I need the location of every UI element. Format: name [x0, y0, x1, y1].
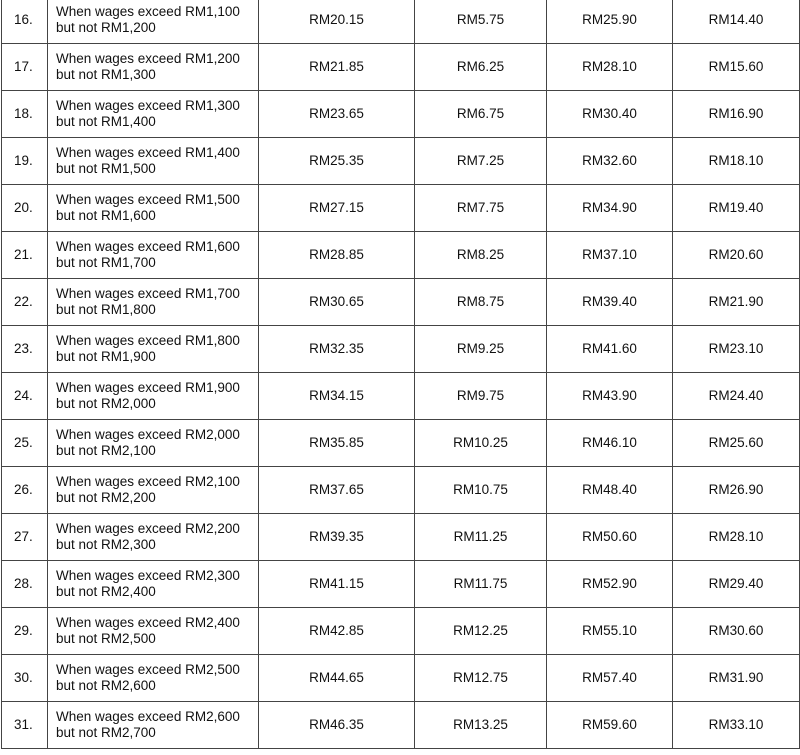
table-row	[2, 514, 800, 561]
row-number: 26.	[2, 467, 48, 514]
contribution-amount-col1: RM42.85	[259, 608, 415, 655]
table-row	[2, 702, 800, 749]
wage-range	[48, 702, 259, 749]
wage-range-upper: but not RM1,600	[56, 208, 156, 223]
row-number: 16.	[2, 0, 48, 44]
contribution-amount-col1: RM39.35	[259, 514, 415, 561]
row-number: 22.	[2, 279, 48, 326]
contribution-amount-col1: RM32.35	[259, 326, 415, 373]
contribution-amount-col4: RM25.60	[673, 420, 800, 467]
wage-range	[48, 91, 259, 138]
wage-range-upper: but not RM2,700	[56, 725, 156, 740]
table-row	[2, 91, 800, 138]
wage-range	[48, 44, 259, 91]
wage-range	[48, 185, 259, 232]
wage-range	[48, 0, 259, 44]
contribution-amount-col4: RM20.60	[673, 232, 800, 279]
wage-range	[48, 608, 259, 655]
wage-range-lower: When wages exceed RM1,100	[56, 4, 240, 19]
table-row	[2, 420, 800, 467]
contribution-amount-col3: RM41.60	[547, 326, 673, 373]
contribution-amount-col1: RM41.15	[259, 561, 415, 608]
wage-range-lower: When wages exceed RM2,000	[56, 427, 240, 442]
wage-range-lower: When wages exceed RM1,200	[56, 51, 240, 66]
row-number: 27.	[2, 514, 48, 561]
row-number: 20.	[2, 185, 48, 232]
contribution-amount-col3: RM37.10	[547, 232, 673, 279]
contribution-amount-col3: RM50.60	[547, 514, 673, 561]
contribution-amount-col3: RM32.60	[547, 138, 673, 185]
table-row	[2, 467, 800, 514]
contribution-amount-col1: RM44.65	[259, 655, 415, 702]
row-number: 29.	[2, 608, 48, 655]
contribution-amount-col3: RM46.10	[547, 420, 673, 467]
wage-range-lower: When wages exceed RM1,400	[56, 145, 240, 160]
wage-range	[48, 138, 259, 185]
table-row	[2, 326, 800, 373]
table-row	[2, 185, 800, 232]
contribution-amount-col4: RM23.10	[673, 326, 800, 373]
contribution-amount-col4: RM16.90	[673, 91, 800, 138]
contribution-amount-col1: RM37.65	[259, 467, 415, 514]
row-number: 18.	[2, 91, 48, 138]
contribution-amount-col3: RM30.40	[547, 91, 673, 138]
wage-range-upper: but not RM1,200	[56, 20, 156, 35]
contribution-amount-col3: RM52.90	[547, 561, 673, 608]
contribution-amount-col2: RM9.75	[415, 373, 547, 420]
wage-range	[48, 232, 259, 279]
contribution-amount-col4: RM31.90	[673, 655, 800, 702]
contribution-amount-col2: RM11.75	[415, 561, 547, 608]
wage-range	[48, 655, 259, 702]
wage-range	[48, 420, 259, 467]
contribution-amount-col2: RM5.75	[415, 0, 547, 44]
contribution-amount-col2: RM10.75	[415, 467, 547, 514]
table-row	[2, 138, 800, 185]
contribution-amount-col4: RM30.60	[673, 608, 800, 655]
wage-range-upper: but not RM1,900	[56, 349, 156, 364]
contribution-amount-col3: RM57.40	[547, 655, 673, 702]
wage-range-lower: When wages exceed RM1,800	[56, 333, 240, 348]
wage-range-upper: but not RM1,400	[56, 114, 156, 129]
wage-range-lower: When wages exceed RM2,400	[56, 615, 240, 630]
contribution-amount-col3: RM43.90	[547, 373, 673, 420]
row-number: 17.	[2, 44, 48, 91]
wage-range-upper: but not RM2,400	[56, 584, 156, 599]
row-number: 19.	[2, 138, 48, 185]
contribution-amount-col2: RM12.75	[415, 655, 547, 702]
wage-range-upper: but not RM2,100	[56, 443, 156, 458]
row-number: 21.	[2, 232, 48, 279]
contribution-amount-col2: RM6.75	[415, 91, 547, 138]
contribution-amount-col4: RM24.40	[673, 373, 800, 420]
contribution-amount-col2: RM12.25	[415, 608, 547, 655]
contribution-amount-col4: RM21.90	[673, 279, 800, 326]
contribution-amount-col4: RM28.10	[673, 514, 800, 561]
contribution-amount-col4: RM14.40	[673, 0, 800, 44]
contribution-amount-col1: RM27.15	[259, 185, 415, 232]
row-number: 28.	[2, 561, 48, 608]
wage-range-upper: but not RM2,500	[56, 631, 156, 646]
wage-range-lower: When wages exceed RM2,300	[56, 568, 240, 583]
table-body	[2, 0, 800, 749]
contribution-amount-col4: RM18.10	[673, 138, 800, 185]
wage-range-upper: but not RM2,200	[56, 490, 156, 505]
table-row	[2, 373, 800, 420]
contribution-amount-col3: RM48.40	[547, 467, 673, 514]
contribution-amount-col2: RM11.25	[415, 514, 547, 561]
wage-range-lower: When wages exceed RM2,600	[56, 709, 240, 724]
contribution-amount-col3: RM28.10	[547, 44, 673, 91]
table-row	[2, 0, 800, 44]
wage-range-lower: When wages exceed RM1,500	[56, 192, 240, 207]
wage-range-upper: but not RM1,500	[56, 161, 156, 176]
contribution-amount-col1: RM35.85	[259, 420, 415, 467]
contribution-amount-col2: RM8.75	[415, 279, 547, 326]
wage-range-upper: but not RM1,800	[56, 302, 156, 317]
wage-range-lower: When wages exceed RM1,700	[56, 286, 240, 301]
wage-range	[48, 467, 259, 514]
contribution-amount-col1: RM34.15	[259, 373, 415, 420]
wage-range-upper: but not RM2,600	[56, 678, 156, 693]
contribution-amount-col1: RM46.35	[259, 702, 415, 749]
contribution-amount-col3: RM34.90	[547, 185, 673, 232]
contribution-amount-col1: RM30.65	[259, 279, 415, 326]
contribution-amount-col2: RM7.75	[415, 185, 547, 232]
contribution-amount-col4: RM19.40	[673, 185, 800, 232]
contribution-amount-col2: RM13.25	[415, 702, 547, 749]
contribution-amount-col2: RM6.25	[415, 44, 547, 91]
row-number: 23.	[2, 326, 48, 373]
table-row	[2, 44, 800, 91]
row-number: 25.	[2, 420, 48, 467]
contribution-amount-col3: RM39.40	[547, 279, 673, 326]
contribution-amount-col1: RM25.35	[259, 138, 415, 185]
wage-range-lower: When wages exceed RM1,300	[56, 98, 240, 113]
contribution-rate-table	[1, 0, 800, 749]
table-row	[2, 279, 800, 326]
wage-range-lower: When wages exceed RM2,200	[56, 521, 240, 536]
wage-range-lower: When wages exceed RM1,600	[56, 239, 240, 254]
wage-range	[48, 326, 259, 373]
wage-range	[48, 373, 259, 420]
contribution-amount-col2: RM8.25	[415, 232, 547, 279]
wage-range-upper: but not RM2,000	[56, 396, 156, 411]
table-row	[2, 561, 800, 608]
contribution-amount-col3: RM55.10	[547, 608, 673, 655]
wage-range-lower: When wages exceed RM2,500	[56, 662, 240, 677]
wage-range-upper: but not RM1,700	[56, 255, 156, 270]
table-row	[2, 608, 800, 655]
contribution-amount-col3: RM25.90	[547, 0, 673, 44]
contribution-amount-col1: RM28.85	[259, 232, 415, 279]
wage-range	[48, 561, 259, 608]
wage-range-upper: but not RM1,300	[56, 67, 156, 82]
contribution-amount-col2: RM7.25	[415, 138, 547, 185]
wage-range	[48, 279, 259, 326]
contribution-amount-col1: RM20.15	[259, 0, 415, 44]
contribution-amount-col2: RM10.25	[415, 420, 547, 467]
wage-range-lower: When wages exceed RM2,100	[56, 474, 240, 489]
contribution-amount-col1: RM23.65	[259, 91, 415, 138]
contribution-amount-col1: RM21.85	[259, 44, 415, 91]
contribution-amount-col2: RM9.25	[415, 326, 547, 373]
contribution-amount-col4: RM15.60	[673, 44, 800, 91]
contribution-amount-col4: RM26.90	[673, 467, 800, 514]
contribution-amount-col4: RM33.10	[673, 702, 800, 749]
contribution-amount-col4: RM29.40	[673, 561, 800, 608]
wage-range-lower: When wages exceed RM1,900	[56, 380, 240, 395]
row-number: 31.	[2, 702, 48, 749]
table-row	[2, 232, 800, 279]
wage-range	[48, 514, 259, 561]
table-row	[2, 655, 800, 702]
contribution-amount-col3: RM59.60	[547, 702, 673, 749]
row-number: 24.	[2, 373, 48, 420]
row-number: 30.	[2, 655, 48, 702]
wage-range-upper: but not RM2,300	[56, 537, 156, 552]
